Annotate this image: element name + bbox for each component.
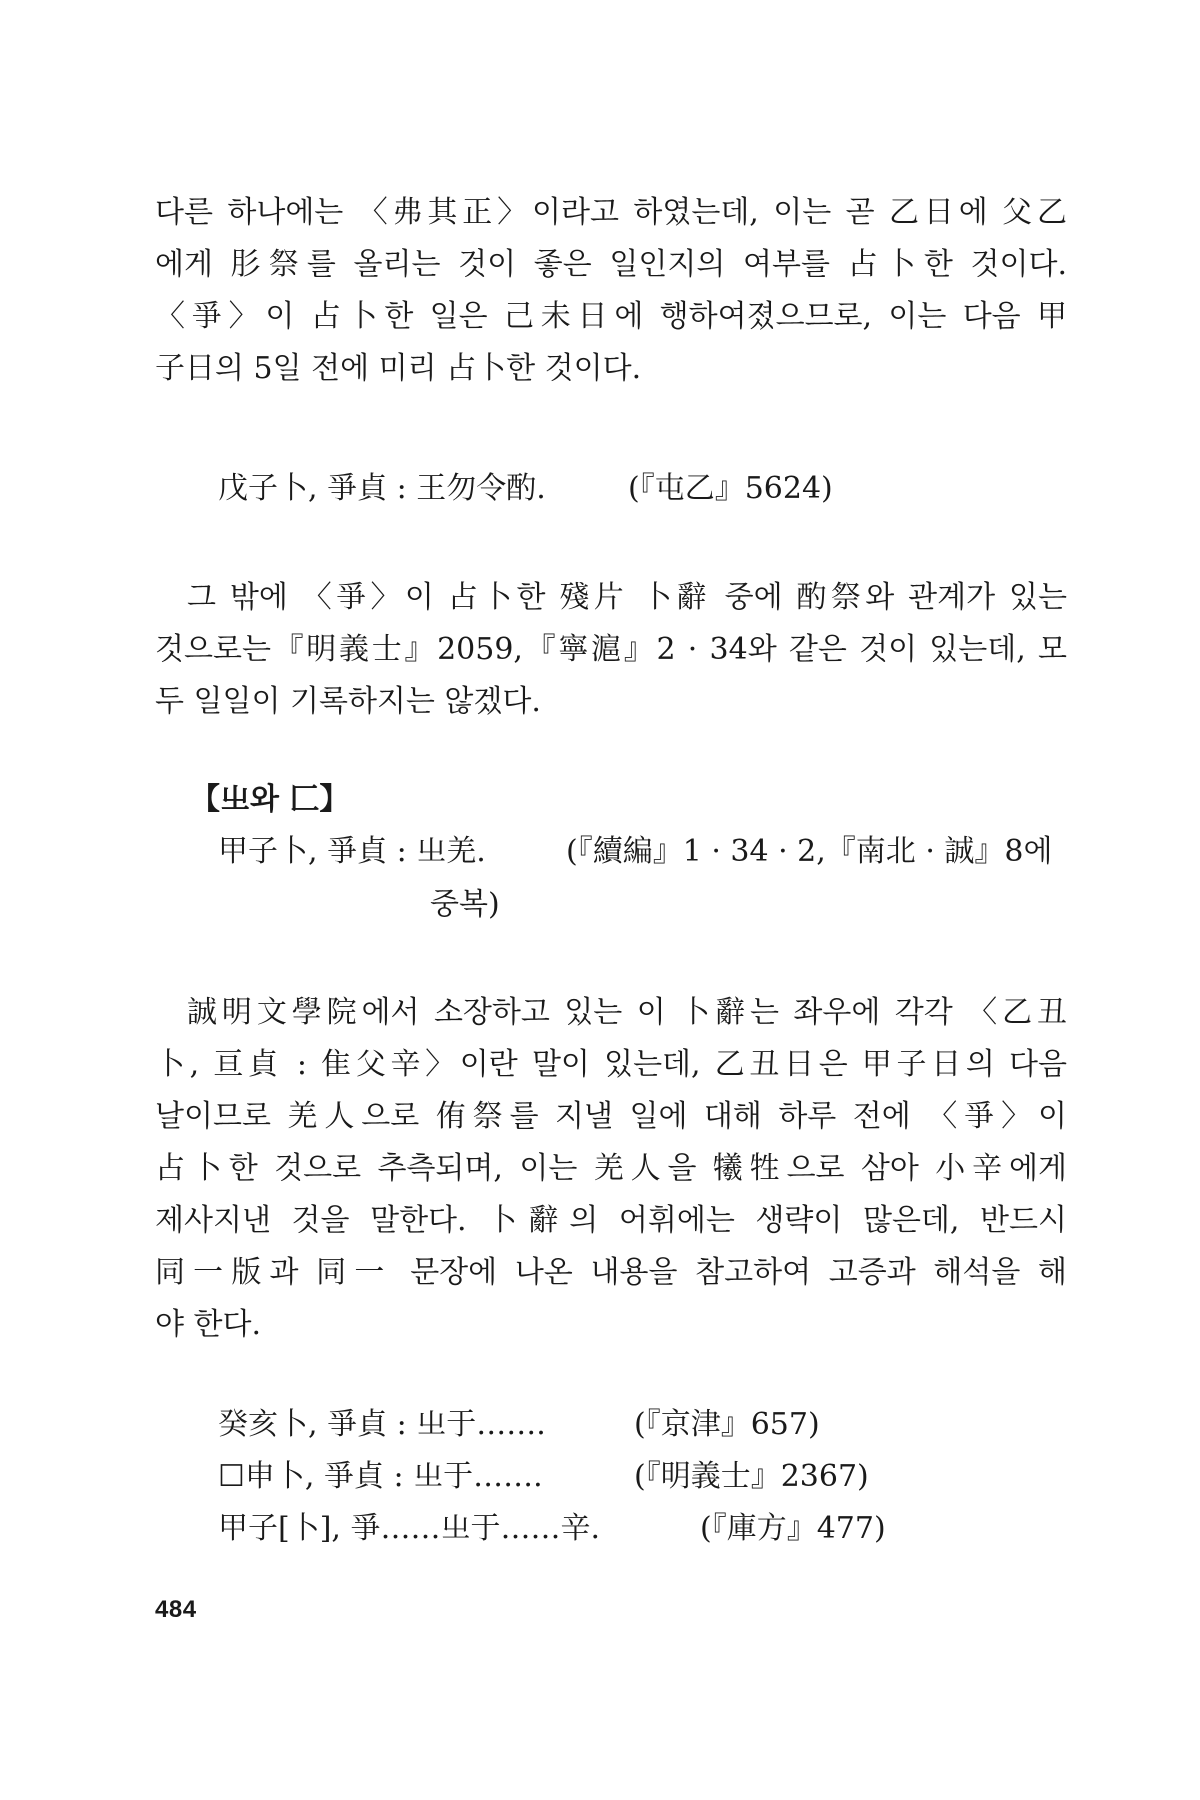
quote-source: (『明義士』2367) [634,1459,869,1494]
section-heading: 【㞢와 匚】 [190,782,350,817]
paragraph-line: 에게 肜祭를 올리는 것이 좋은 일인지의 여부를 占卜한 것이다. [155,247,1067,282]
paragraph-line: 子日의 5일 전에 미리 占卜한 것이다. [155,351,642,386]
paragraph-line: 그 밖에 〈爭〉이 占卜한 殘片 卜辭 중에 酌祭와 관계가 있는 [187,580,1067,615]
paragraph-line: 誠明文學院에서 소장하고 있는 이 卜辭는 좌우에 각각 〈乙丑 [187,995,1067,1030]
quote-1 [218,464,546,514]
quote-source-continuation: 중복) [430,887,500,922]
quote-text: 甲子卜, 爭貞 : 㞢羌. [218,834,486,869]
quote-5 [218,1504,600,1554]
paragraph-line: 〈爭〉이 占卜한 일은 己未日에 행하여졌으므로, 이는 다음 甲 [155,299,1067,334]
paragraph-line: 야 한다. [155,1307,262,1342]
paragraph-line: 것으로는『明義士』2059,『寧滬』2 · 34와 같은 것이 있는데, 모 [155,632,1067,667]
paragraph-line: 제사지낸 것을 말한다. 卜辭의 어휘에는 생략이 많은데, 반드시 [155,1203,1067,1238]
quote-3-source [634,1400,820,1450]
paragraph-line: 同一版과 同一 문장에 나온 내용을 참고하여 고증과 해석을 해 [155,1255,1067,1290]
quote-source: (『屯乙』5624) [628,471,833,506]
quote-source: (『京津』657) [634,1407,820,1442]
quote-1-source [628,464,833,514]
quote-text: 甲子[卜], 爭……㞢于……辛. [218,1511,601,1546]
paragraph-line: 占卜한 것으로 추측되며, 이는 羌人을 犧牲으로 삼아 小辛에게 [155,1151,1067,1186]
quote-5-source [700,1504,886,1554]
paragraph-line: 다른 하나에는 〈弗其正〉이라고 하였는데, 이는 곧 乙日에 父乙 [155,195,1067,230]
quote-source: (『庫方』477) [700,1511,886,1546]
paragraph-line: 두 일일이 기록하지는 않겠다. [155,684,541,719]
quote-source: (『續編』1 · 34 · 2,『南北 · 誠』8에 [566,834,1053,869]
quote-2-source [566,827,1052,877]
paragraph-line: 卜, 亘貞 : 隹父辛〉이란 말이 있는데, 乙丑日은 甲子日의 다음 [155,1047,1067,1082]
quote-2 [218,827,486,877]
paragraph-1 [155,187,1067,395]
page-number: 484 [155,1596,197,1623]
quote-3 [218,1400,546,1450]
quote-4 [218,1452,543,1502]
paragraph-2 [155,572,1067,728]
paragraph-line: 날이므로 羌人으로 侑祭를 지낼 일에 대해 하루 전에 〈爭〉이 [155,1099,1067,1134]
paragraph-3 [155,987,1067,1351]
quote-text: 癸亥卜, 爭貞 : 㞢于……. [218,1407,546,1442]
quote-text: ☐申卜, 爭貞 : 㞢于……. [218,1459,543,1494]
quote-text: 戊子卜, 爭貞 : 王勿令酌. [218,471,546,506]
quote-4-source [634,1452,869,1502]
quote-2-continuation [430,880,500,930]
